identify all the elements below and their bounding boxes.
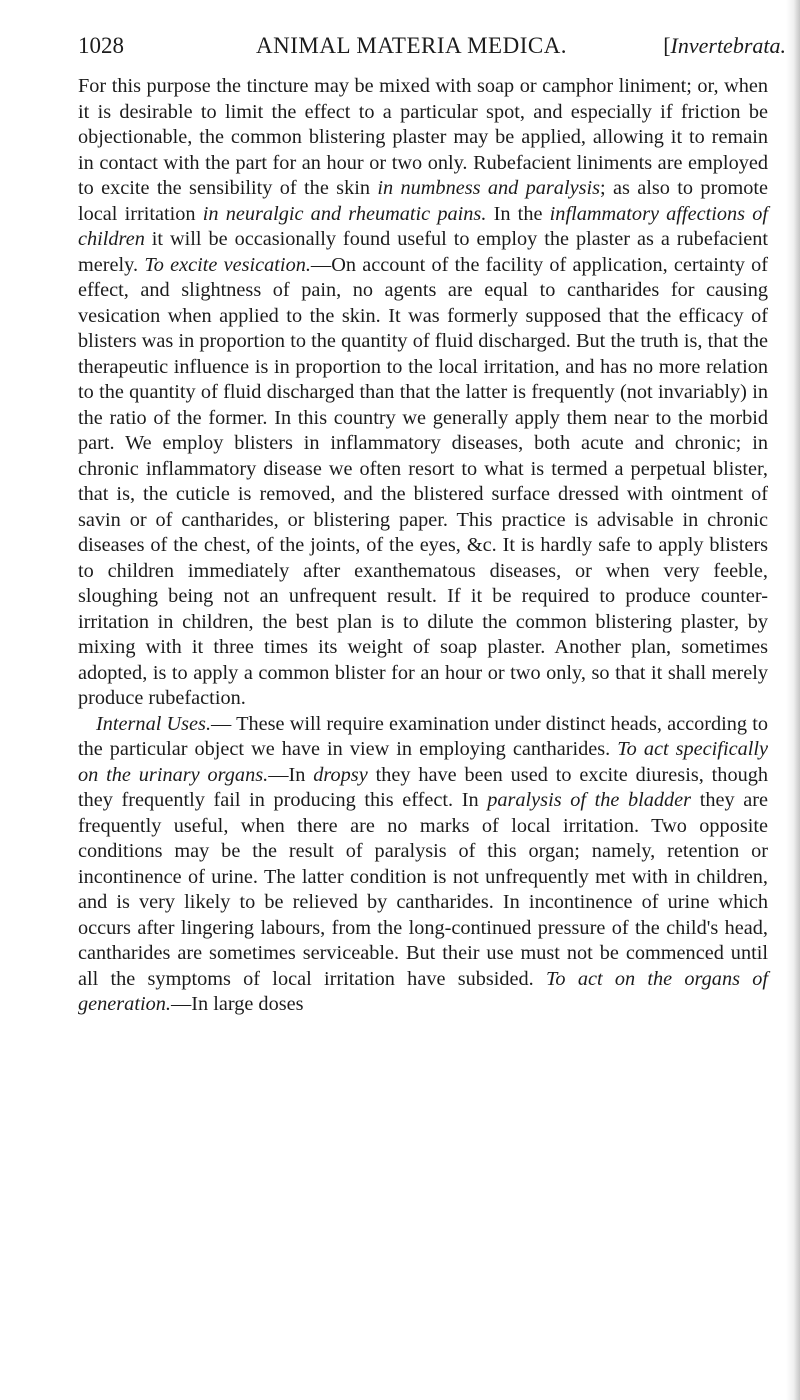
section-title xyxy=(663,30,786,62)
text-run: it will be occasionally found useful to employ the plaster as a rubefacient merely. xyxy=(78,228,768,276)
italic-run: dropsy xyxy=(313,763,368,786)
text-run: —In large doses xyxy=(170,993,304,1015)
subheading-vesication: To excite vesication. xyxy=(144,253,311,276)
subheading-internal-uses: Internal Uses. xyxy=(96,712,212,735)
italic-run: inflammatory affections of children xyxy=(78,202,768,250)
section-name: Invertebrata. xyxy=(670,33,786,58)
text-run: —On account of the facility of application, certainty of effect, and slightness of pain, no agents are equal to cantharides for causing vesication when applied to the skin. It was formerly supposed that the efficacy of blisters was in proportion to the quantity of fluid discharged. But the truth is, that the therapeutic influence is in proportion to the local irritation, and has no more relation to the quantity of fluid discharged than that the latter is frequently (not invariably) in the ratio of the former. In this country we generally apply them near to the morbid part. We employ blisters in inflammatory diseases, both acute and chronic; in chronic inflammatory disease we often resort to what is termed a perpetual blister, that is, the cuticle is removed, and the blistered surface dressed with ointment of savin or of cantharides, or blistering paper. This practice is advisable in chronic diseases of the chest, of the joints, of the eyes, &c. It is hardly safe to apply blisters to children immediately after exanthematous diseases, or when very feeble, sloughing being not an unfrequent result. If it be required to produce counter-irritation in children, the best plan is to dilute the common blistering plaster, by mixing with it three times its weight of soap plaster. Another plan, sometimes adopted, is to apply a common blister for an hour or two only, so that it shall merely produce rubefaction. xyxy=(78,253,768,709)
running-head xyxy=(78,30,786,62)
italic-run: in numbness and paralysis xyxy=(377,177,601,199)
text-run: —In xyxy=(268,763,314,786)
text-run: For this purpose the tincture may be mixed with soap or camphor liniment; or, when it is desirable to limit the effect to a particular spot, and especially if friction be objectionable, the common blistering plaster may be applied, allowing it to remain in contact with the part for an hour or two only. Rubefacient liniments are employed to excite the sensibility of the skin xyxy=(78,75,768,199)
italic-run: paralysis of the bladder xyxy=(487,789,692,811)
text-run: In the xyxy=(486,202,550,225)
italic-run: in neuralgic and rheumatic pains. xyxy=(202,202,487,225)
page-number: 1028 xyxy=(78,33,124,58)
book-title: ANIMAL MATERIA MEDICA. xyxy=(256,33,568,58)
body-text xyxy=(78,74,768,1018)
scan-edge-shadow xyxy=(786,0,800,1400)
subheading-urinary-organs: To act specifically on the urinary organs. xyxy=(78,738,768,786)
subheading-generation: To act on the organs of generation. xyxy=(78,967,768,1015)
text-run: they have been used to excite diuresis, though they frequently fail in producing this effect. In xyxy=(78,763,769,811)
paragraph-internal-uses xyxy=(78,712,768,1018)
text-run: they are frequently useful, when there are no marks of local irritation. Two opposite conditions may be the result of paralysis of this organ; namely, retention or incontinence of urine. The latter condition is not unfrequently met with in children, and is very likely to be relieved by cantharides. In incontinence of urine which occurs after lingering labours, from the long-continued pressure of the child's head, cantharides are sometimes serviceable. But their use must not be commenced until all the symptoms of local irritation have subsided. xyxy=(78,789,768,990)
section-bracket: [ xyxy=(663,33,671,58)
text-run: — These will require examination under distinct heads, according to the particular object we have in view in employing cantharides. xyxy=(78,712,768,760)
paragraph-external-uses xyxy=(78,74,768,712)
text-run: ; as also to promote local irritation xyxy=(78,177,769,225)
